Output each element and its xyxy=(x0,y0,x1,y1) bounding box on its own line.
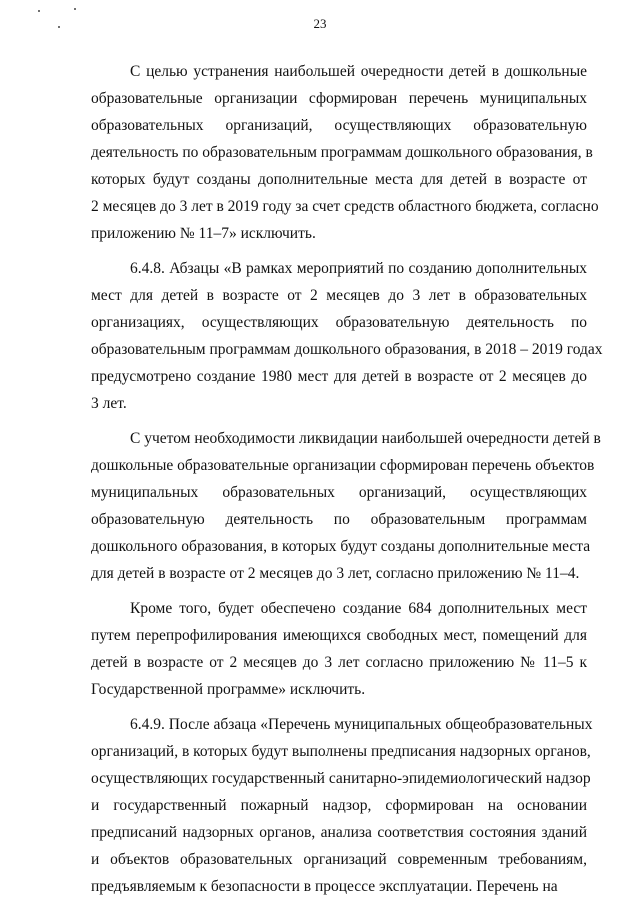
text-line: осуществляющих государственный санитарно-эпидемиологический надзор xyxy=(91,770,591,787)
text-line: мест для детей в возрасте от 2 месяцев до 3 лет в образовательных xyxy=(91,287,587,304)
text-line: муниципальных образовательных организаций, осуществляющих xyxy=(91,484,587,501)
scan-speck xyxy=(38,10,40,12)
text-line: Кроме того, будет обеспечено создание 684 дополнительных мест xyxy=(130,600,587,617)
text-line: С учетом необходимости ликвидации наибольшей очередности детей в xyxy=(130,430,601,447)
text-line: образовательные организации сформирован перечень муниципальных xyxy=(91,90,587,107)
text-line: предъявляемым к безопасности в процессе эксплуатации. Перечень на xyxy=(91,878,558,895)
text-line: образовательную деятельность по образовательным программам xyxy=(91,511,587,528)
paragraph xyxy=(91,255,603,417)
text-line: организаций, в которых будут выполнены предписания надзорных органов, xyxy=(91,743,591,760)
text-line: приложению № 11–7» исключить. xyxy=(91,225,316,242)
text-line: и объектов образовательных организаций современным требованиям, xyxy=(91,851,587,868)
text-line: С целью устранения наибольшей очередности детей в дошкольные xyxy=(130,63,587,80)
text-line: для детей в возрасте от 2 месяцев до 3 лет, согласно приложению № 11–4. xyxy=(91,565,580,582)
text-line: 6.4.9. После абзаца «Перечень муниципальных общеобразовательных xyxy=(130,716,593,733)
text-line: путем перепрофилирования имеющихся свободных мест, помещений для xyxy=(91,627,587,644)
text-line: Государственной программе» исключить. xyxy=(91,681,366,698)
document-body xyxy=(91,58,603,908)
text-line: которых будут созданы дополнительные места для детей в возрасте от xyxy=(91,171,587,188)
text-line: деятельность по образовательным программам дошкольного образования, в xyxy=(91,144,593,161)
page-number: 23 xyxy=(313,16,327,31)
paragraph xyxy=(91,425,601,587)
text-line: дошкольного образования, в которых будут созданы дополнительные места xyxy=(91,538,591,555)
text-line: 2 месяцев до 3 лет в 2019 году за счет средств областного бюджета, согласно xyxy=(91,198,599,215)
text-line: дошкольные образовательные организации сформирован перечень объектов xyxy=(91,457,595,474)
text-line: и государственный пожарный надзор, сформирован на основании xyxy=(91,797,587,814)
text-line: детей в возрасте от 2 месяцев до 3 лет согласно приложению № 11–5 к xyxy=(91,654,587,671)
paragraph xyxy=(91,595,587,703)
paragraph xyxy=(91,58,599,247)
text-line: предусмотрено создание 1980 мест для детей в возрасте от 2 месяцев до xyxy=(91,368,587,385)
text-line: предписаний надзорных органов, анализа соответствия состояния зданий xyxy=(91,824,587,841)
text-line: организациях, осуществляющих образовательную деятельность по xyxy=(91,314,587,331)
scan-speck xyxy=(74,8,76,10)
text-line: 3 лет. xyxy=(91,395,127,412)
paragraph xyxy=(91,711,593,900)
text-line: 6.4.8. Абзацы «В рамках мероприятий по созданию дополнительных xyxy=(130,260,587,277)
text-line: образовательным программам дошкольного образования, в 2018 – 2019 годах xyxy=(91,341,603,358)
text-line: образовательных организаций, осуществляющих образовательную xyxy=(91,117,587,134)
